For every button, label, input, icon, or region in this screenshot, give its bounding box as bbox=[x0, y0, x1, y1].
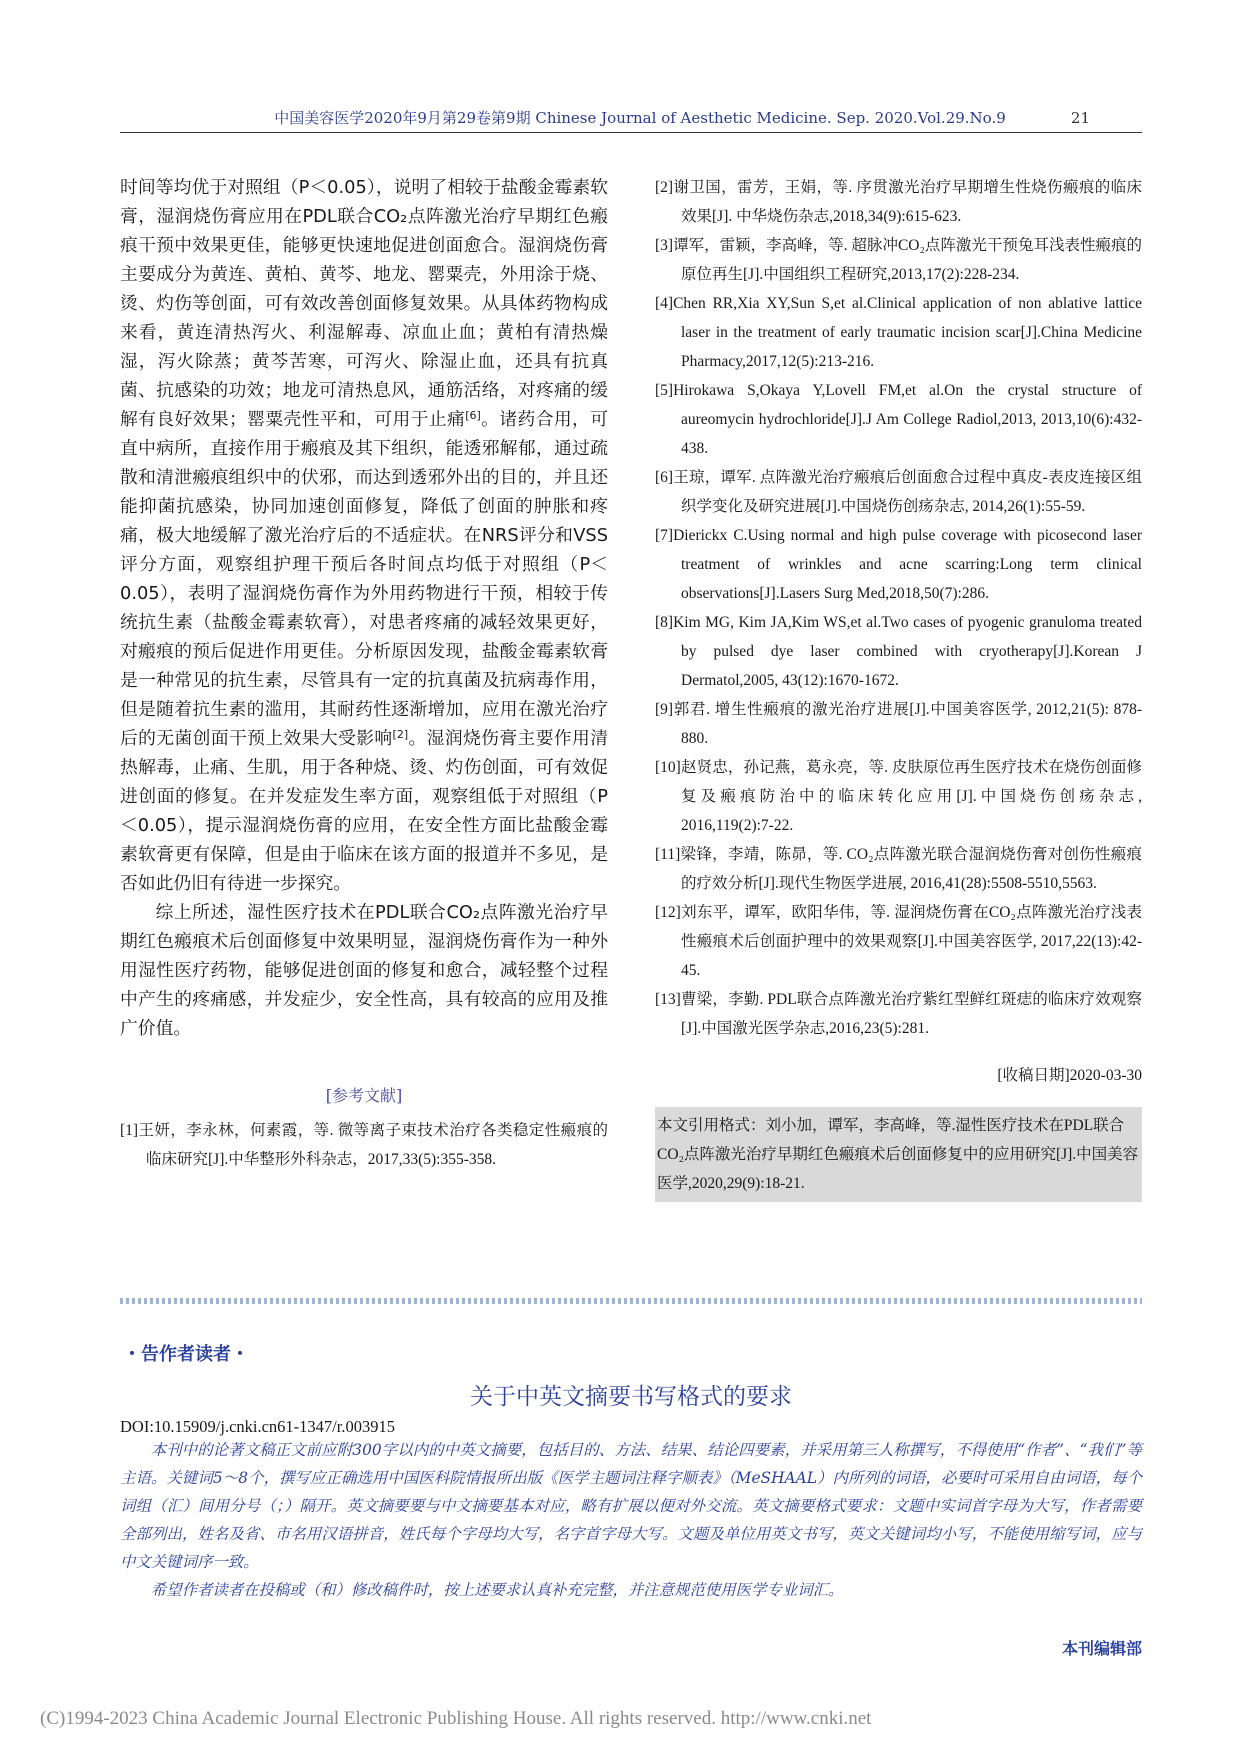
reference-3: [3]谭军，雷颖，李高峰，等. 超脉冲CO₂点阵激光干预兔耳浅表性瘢痕的原位再生[J].中国组织工程研究,2013,17(2):228-234. bbox=[655, 237, 1142, 283]
journal-line: 中国美容医学2020年9月第29卷第9期 Chinese Journal of Aesthetic Medicine. Sep. 2020.Vol.29.No.9 bbox=[274, 109, 1006, 127]
notice-paragraph-2: 希望作者读者在投稿或（和）修改稿件时，按上述要求认真补充完整，并注意规范使用医学专业词汇。 bbox=[150, 1581, 844, 1599]
notice-tag: ・告作者读者・ bbox=[123, 1344, 249, 1365]
reference-5: [5]Hirokawa S,Okaya Y,Lovell FM,et al.On the crystal structure of aureomycin hydrochloride[J].J Am College Radiol,2013, 2013,10(6):432-438. bbox=[655, 382, 1142, 457]
copyright-footer: (C)1994-2023 China Academic Journal Electronic Publishing House. All rights reserved. http://www.cnki.net bbox=[40, 1708, 872, 1729]
editorial-signature: 本刊编辑部 bbox=[1061, 1639, 1142, 1658]
citation-sup-6: [6] bbox=[465, 409, 481, 422]
references-title: [参考文献] bbox=[325, 1086, 403, 1105]
notice-title: 关于中英文摘要书写格式的要求 bbox=[470, 1384, 792, 1410]
citation-sup-2: [2] bbox=[392, 728, 409, 741]
body-paragraph-1: 时间等均优于对照组（P＜0.05），说明了相较于盐酸金霉素软膏，湿润烧伤膏应用在PDL联合CO₂点阵激光治疗早期红色瘢痕干预中效果更佳，能够更快速地促进创面愈合。湿润烧伤膏主要成分为黄连、黄柏、黄芩、地龙、罂粟壳，外用涂于烧、烫、灼伤等创面，可有效改善创面修复效果。从具体药物构成来看，黄连清热泻火、利湿解毒、凉血止血；黄柏有清热燥湿，泻火除蒸；黄芩苦寒，可泻火、除湿止血，还具有抗真菌、抗感染的功效；地龙可清热息风，通筋活络，对疼痛的缓解有良好效果；罂粟壳性平和，可用于止痛[6]。诸药合用，可直中病所，直接作用于瘢痕及其下组织，能透邪解郁，通过疏散和清泄瘢痕组织中的伏邪，而达到透邪外出的目的，并且还能抑菌抗感染，协同加速创面修复，降低了创面的肿胀和疼痛，极大地缓解了激光治疗后的不适症状。在NRS评分和VSS评分方面，观察组护理干预后各时间点均低于对照组（P＜0.05），表明了湿润烧伤膏作为外用药物进行干预，相较于传统抗生素（盐酸金霉素软膏），对患者疼痛的减轻效果更好，对瘢痕的预后促进作用更佳。分析原因发现，盐酸金霉素软膏是一种常见的抗生素，尽管具有一定的抗真菌及抗病毒作用，但是随着抗生素的滥用，其耐药性逐渐增加，应用在激光治疗后的无菌创面干预上效果大受影响[2]。湿润烧伤膏主要作用清热解毒，止痛、生肌，用于各种烧、烫、灼伤创面，可有效促进创面的修复。在并发症发生率方面，观察组低于对照组（P＜0.05），提示湿润烧伤膏的应用，在安全性方面比盐酸金霉素软膏更有保障，但是由于临床在该方面的报道并不多见，是否如此仍旧有待进一步探究。 bbox=[120, 177, 608, 894]
reference-6: [6]王琼，谭军. 点阵激光治疗瘢痕后创面愈合过程中真皮-表皮连接区组织学变化及研究进展[J].中国烧伤创疡杂志, 2014,26(1):55-59. bbox=[655, 469, 1142, 515]
notice-paragraph-1: 本刊中的论著文稿正文前应附300字以内的中英文摘要，包括目的、方法、结果、结论四要素，并采用第三人称撰写，不得使用“作者”、“我们”等主语。关键词5～8个，撰写应正确选用中国医科院情报所出版《医学主题词注释字顺表》（MeSHAAL）内所列的词语，必要时可采用自由词语，每个词组（汇）间用分号（；）隔开。英文摘要要与中文摘要基本对应，略有扩展以便对外交流。英文摘要格式要求：文题中实词首字母为大写，作者需要全部列出，姓名及省、市名用汉语拼音，姓氏每个字母均大写，名字首字母大写。文题及单位用英文书写，英文关键词均小写，不能使用缩写词，应与中文关键词序一致。 bbox=[120, 1441, 1142, 1571]
page-number: 21 bbox=[1070, 109, 1090, 127]
received-date: [收稿日期]2020-03-30 bbox=[997, 1067, 1142, 1084]
reference-4: [4]Chen RR,Xia XY,Sun S,et al.Clinical application of non ablative lattice laser in the treatment of early traumatic incision scar[J].China Medicine Pharmacy,2017,12(5):213-216. bbox=[655, 295, 1142, 370]
reference-9: [9]郭君. 增生性瘢痕的激光治疗进展[J].中国美容医学, 2012,21(5): 878-880. bbox=[655, 701, 1142, 747]
reference-8: [8]Kim MG, Kim JA,Kim WS,et al.Two cases of pyogenic granuloma treated by pulsed dye laser combined with cryotherapy[J].Korean J Dermatol,2005, 43(12):1670-1672. bbox=[655, 614, 1142, 689]
doi-line: DOI:10.15909/j.cnki.cn61-1347/r.003915 bbox=[120, 1417, 395, 1436]
reference-12: [12]刘东平，谭军，欧阳华伟，等. 湿润烧伤膏在CO₂点阵激光治疗浅表性瘢痕术后创面护理中的效果观察[J].中国美容医学, 2017,22(13):42-45. bbox=[655, 904, 1142, 979]
body-text bbox=[120, 173, 608, 1043]
reference-11: [11]梁锋，李靖，陈昴，等. CO₂点阵激光联合湿润烧伤膏对创伤性瘢痕的疗效分析[J].现代生物医学进展, 2016,41(28):5508-5510,5563. bbox=[655, 846, 1142, 892]
running-header bbox=[120, 104, 1142, 133]
reference-13: [13]曹梁，李勤. PDL联合点阵激光治疗紫红型鲜红斑痣的临床疗效观察[J].中国激光医学杂志,2016,23(5):281. bbox=[655, 991, 1142, 1037]
citation-format-box: 本文引用格式：刘小加，谭军，李高峰，等.湿性医疗技术在PDL联合CO₂点阵激光治疗早期红色瘢痕术后创面修复中的应用研究[J].中国美容医学,2020,29(9):18-21. bbox=[655, 1107, 1142, 1202]
reference-1: [1]王妍，李永林，何素霞，等. 微等离子束技术治疗各类稳定性瘢痕的临床研究[J].中华整形外科杂志，2017,33(5):355-358. bbox=[120, 1122, 608, 1168]
reference-10: [10]赵贤忠，孙记燕，葛永亮，等. 皮肤原位再生医疗技术在烧伤创面修复及瘢痕防治中的临床转化应用[J].中国烧伤创疡杂志, 2016,119(2):7-22. bbox=[655, 759, 1142, 834]
right-column bbox=[655, 173, 1142, 1202]
reference-list bbox=[655, 173, 1142, 1043]
section-divider bbox=[120, 1298, 1142, 1304]
reference-2: [2]谢卫国，雷芳，王娟，等. 序贯激光治疗早期增生性烧伤瘢痕的临床效果[J]. 中华烧伤杂志,2018,34(9):615-623. bbox=[655, 179, 1142, 225]
notice-body bbox=[120, 1436, 1142, 1604]
left-column bbox=[120, 173, 608, 1174]
body-paragraph-2: 综上所述，湿性医疗技术在PDL联合CO₂点阵激光治疗早期红色瘢痕术后创面修复中效果明显，湿润烧伤膏作为一种外用湿性医疗药物，能够促进创面的修复和愈合，减轻整个过程中产生的疼痛感，并发症少，安全性高，具有较高的应用及推广价值。 bbox=[120, 902, 608, 1039]
reference-7: [7]Dierickx C.Using normal and high pulse coverage with picosecond laser treatment of wrinkles and acne scarring:Long term clinical observations[J].Lasers Surg Med,2018,50(7):286. bbox=[655, 527, 1142, 602]
